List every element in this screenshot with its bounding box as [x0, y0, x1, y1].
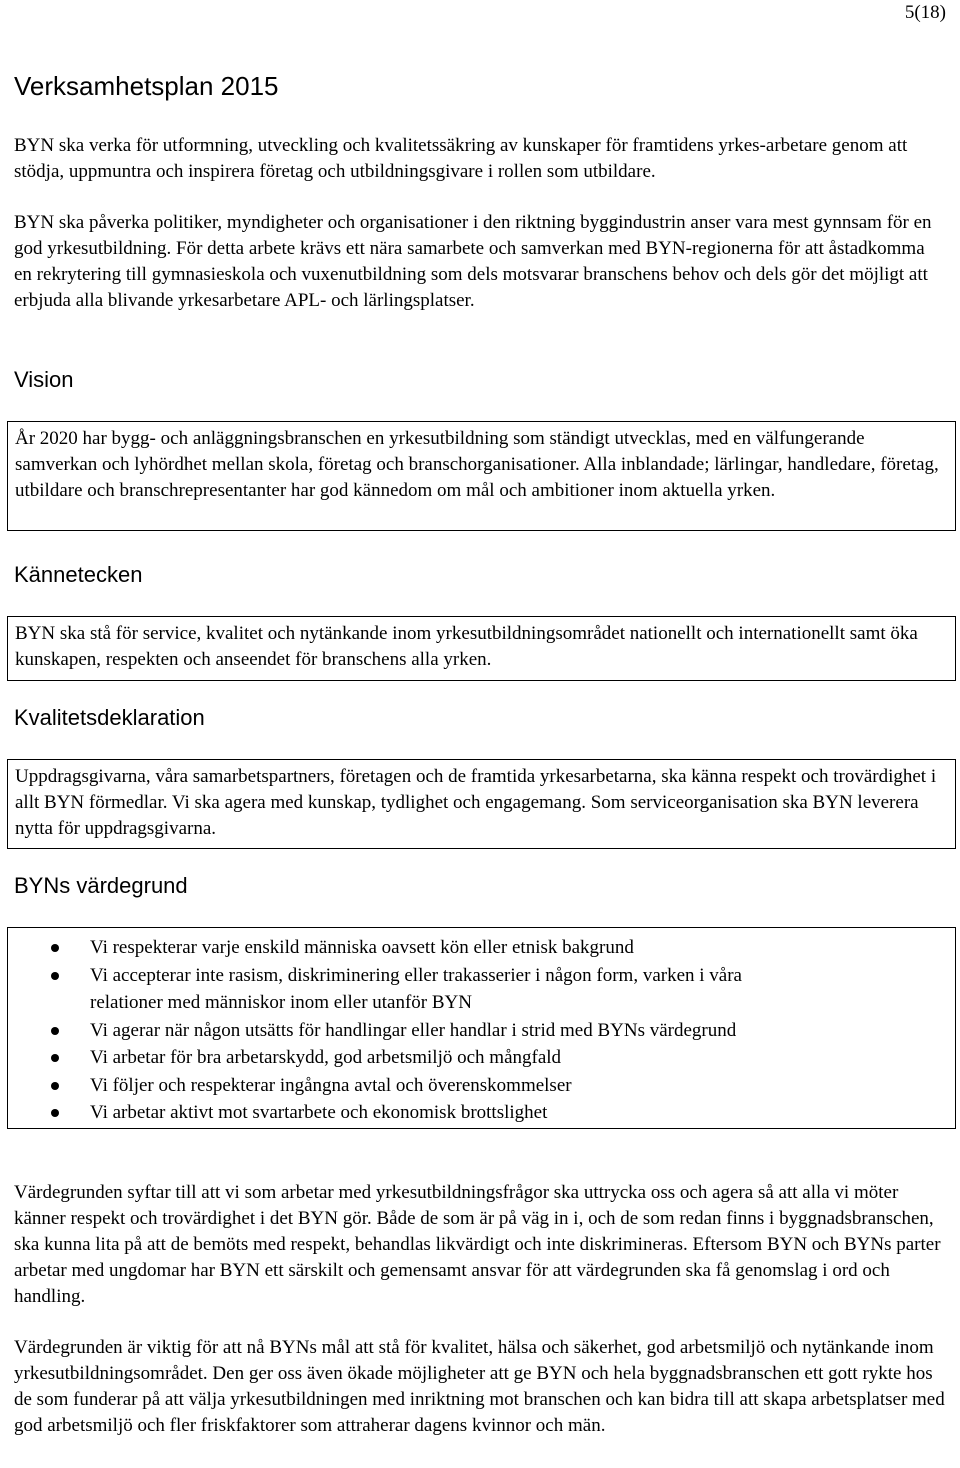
vision-box — [7, 421, 956, 531]
closing-paragraph-2: Värdegrunden är viktig för att nå BYNs mål att stå för kvalitet, hälsa och säkerhet, god arbetsmiljö och nytänkande inom yrkesutbildningsområdet. Den ger oss även ökade möjligheter att ge BYN och hela byggnadsbranschen ett gott rykte hos de som funderar på att välja yrkesutbildningen med inriktning mot branschen och kan bidra till att skapa arbetsplatser med god arbetsmiljö och fler friskfaktorer som attraherar dagens kvinnor och män. — [14, 1337, 945, 1436]
list-item — [15, 1044, 948, 1072]
kvalitetsdeklaration-heading: Kvalitetsdeklaration — [14, 705, 205, 730]
bullet-icon — [51, 1109, 59, 1117]
list-item-text: Vi respekterar varje enskild människa oavsett kön eller etnisk bakgrund — [90, 937, 634, 958]
intro-paragraph-2: BYN ska påverka politiker, myndigheter och organisationer i den riktning byggindustrin anser vara mest gynnsam för en god yrkesutbildning. För detta arbete krävs ett nära samarbete och samverkan med BYN-regionerna för att åstadkomma en rekrytering till gymnasieskola och vuxenutbildning som dels motsvarar branschens behov och dels gör det möjligt att erbjuda alla blivande yrkesarbetare APL- och lärlingsplatser. — [14, 212, 932, 311]
kvalitetsdeklaration-text: Uppdragsgivarna, våra samarbetspartners, företagen och de framtida yrkesarbetarna, ska känna respekt och trovärdighet i allt BYN förmedlar. Vi ska agera med kunskap, tydlighet och engagemang. Som serviceorganisation ska BYN leverera nytta för uppdragsgivarna. — [15, 766, 937, 839]
vardegrund-box — [7, 927, 956, 1129]
list-item-text: Vi agerar när någon utsätts för handlingar eller handlar i strid med BYNs värdegrund — [90, 1019, 737, 1041]
closing-paragraph-1: Värdegrunden syftar till att vi som arbetar med yrkesutbildningsfrågor ska uttrycka oss och agera så att alla vi möter känner respekt och trovärdighet i det BYN gör. Både de som är på väg in i, och de som redan finns i byggnadsbranschen, ska kunna lita på att de bemöts med respekt, behandlas likvärdigt och inte diskrimineras. Eftersom BYN och BYNs parter arbetar med ungdomar har BYN ett särskilt och gemensamt ansvar för att värdegrunden ska få genomslag i ord och handling. — [14, 1182, 941, 1307]
bullet-icon — [51, 944, 59, 952]
list-item-text: Vi accepterar inte rasism, diskriminering eller trakasserier i någon form, varken i våra relationer med människor inom eller utanför BYN — [90, 964, 742, 1013]
list-item — [15, 1099, 948, 1127]
kannetecken-text: BYN ska stå för service, kvalitet och nytänkande inom yrkesutbildningsområdet nationellt och internationellt samt öka kunskapen, respekten och anseendet för branschens alla yrken. — [15, 623, 918, 670]
list-item — [15, 962, 745, 1017]
page-title: Verksamhetsplan 2015 — [14, 71, 279, 101]
page-number: 5(18) — [904, 2, 946, 23]
vardegrund-list — [15, 934, 948, 1127]
bullet-icon — [51, 1027, 59, 1035]
kannetecken-heading: Kännetecken — [14, 562, 143, 587]
intro-paragraph-1: BYN ska verka för utformning, utveckling och kvalitetssäkring av kunskaper för framtidens yrkes-arbetare genom att stödja, uppmuntra och inspirera företag och utbildningsgivare i rollen som utbildare. — [14, 135, 908, 182]
vardegrund-heading: BYNs värdegrund — [14, 873, 188, 898]
list-item — [15, 1017, 948, 1045]
bullet-icon — [51, 972, 59, 980]
list-item — [15, 934, 948, 962]
list-item-text: Vi följer och respekterar ingångna avtal och överenskommelser — [90, 1074, 572, 1096]
vision-heading: Vision — [14, 367, 74, 392]
kvalitetsdeklaration-box — [7, 759, 956, 849]
list-item — [15, 1072, 948, 1100]
list-item-text: Vi arbetar aktivt mot svartarbete och ekonomisk brottslighet — [90, 1102, 548, 1123]
list-item-text: Vi arbetar för bra arbetarskydd, god arbetsmiljö och mångfald — [90, 1047, 562, 1068]
bullet-icon — [51, 1082, 59, 1090]
kannetecken-box — [7, 616, 956, 681]
bullet-icon — [51, 1054, 59, 1062]
vision-text: År 2020 har bygg- och anläggningsbranschen en yrkesutbildning som ständigt utvecklas, med en välfungerande samverkan och lyhördhet mellan skola, företag och branschorganisationer. Alla inblandade; lärlingar, handledare, företag, utbildare och branschrepresentanter har god kännedom om mål och ambitioner inom aktuella yrken. — [15, 428, 939, 501]
